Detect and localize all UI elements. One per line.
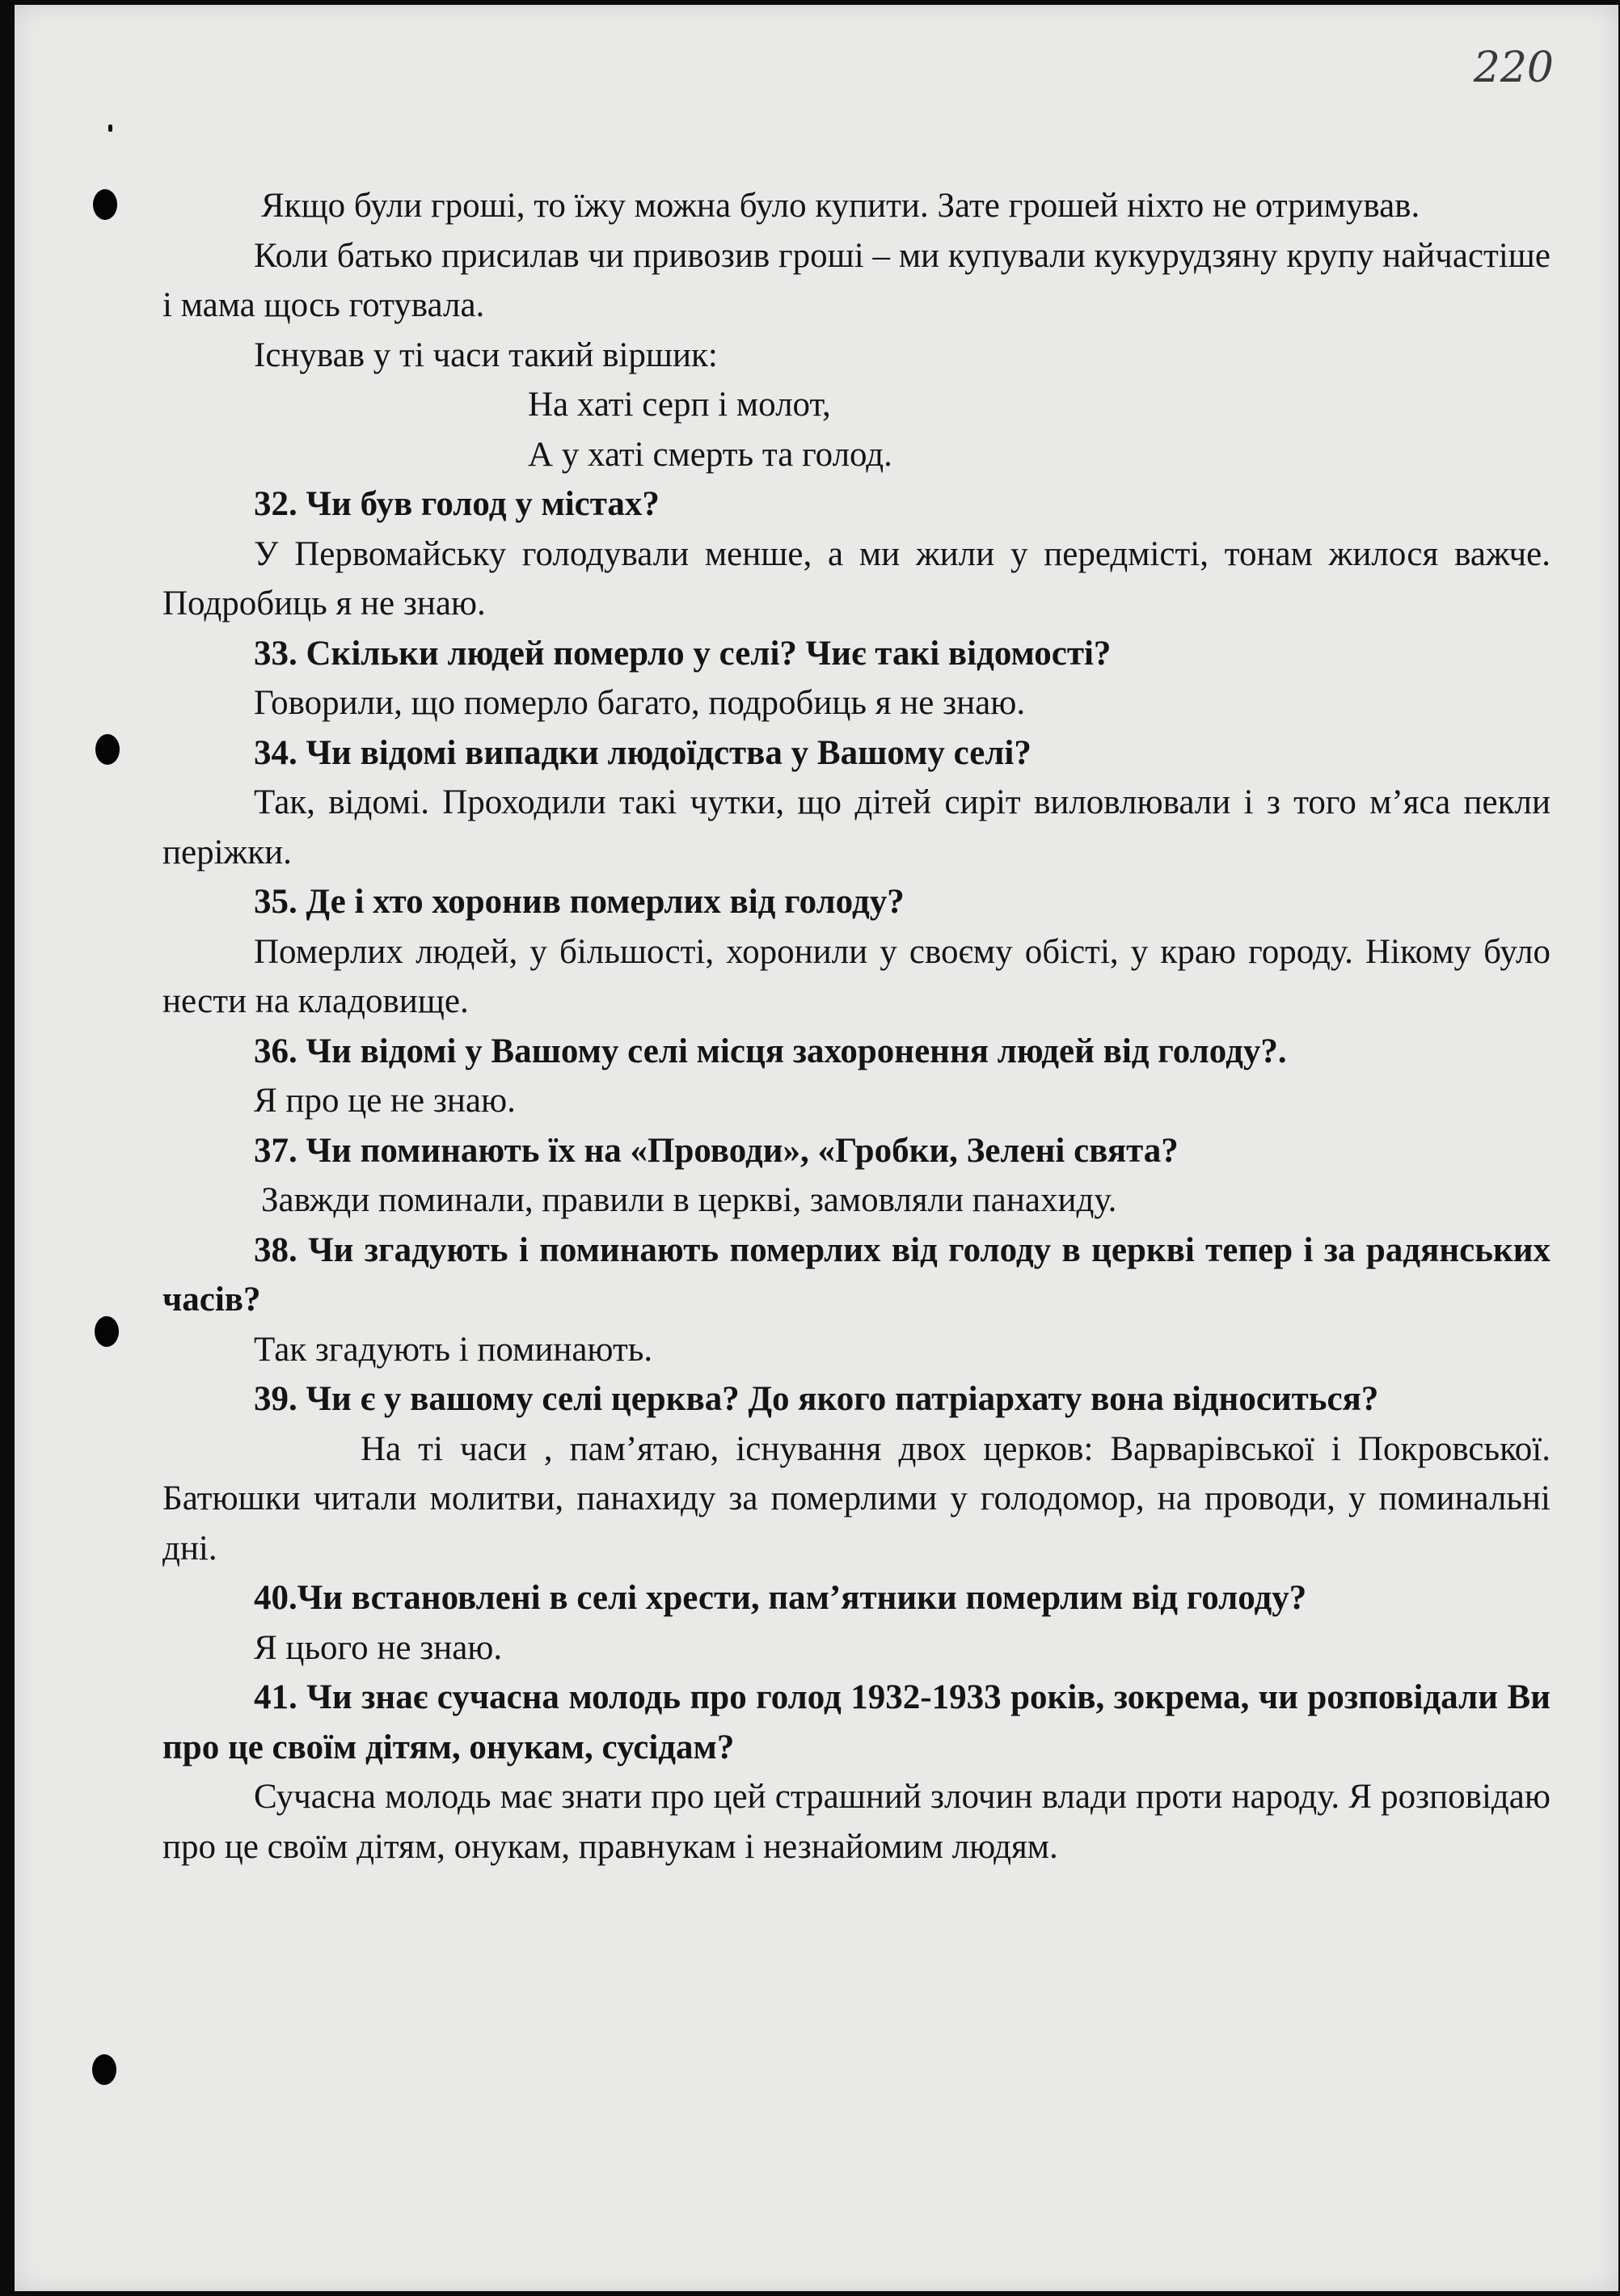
verse-line: А у хаті смерть та голод. xyxy=(528,435,892,474)
answer-text: Говорили, що померло багато, подробиць я не знаю. xyxy=(254,684,1026,722)
question-heading: 36. Чи відомі у Вашому селі місця захоронення людей від голоду?. xyxy=(254,1032,1287,1070)
answer-text: Сучасна молодь має знати про цей страшний злочин влади проти народу. Я розповідаю про це своїм дітям, онукам, правнукам і незнайомим людям. xyxy=(162,1778,1550,1866)
answer-text: У Первомайську голодували менше, а ми жили у передмісті, тонам жилося важче. Подробиць я не знаю. xyxy=(162,534,1550,623)
punch-hole xyxy=(95,1316,119,1347)
question-heading: 41. Чи знає сучасна молодь про голод 1932-1933 років, зокрема, чи розповідали Ви про це своїм дітям, онукам, сусідам? xyxy=(162,1678,1550,1766)
answer-text: Існував у ті часи такий віршик: xyxy=(254,336,718,374)
question-heading: 34. Чи відомі випадки людоїдства у Вашому селі? xyxy=(254,733,1031,772)
question-heading: 37. Чи поминають їх на «Проводи», «Гробки, Зелені свята? xyxy=(254,1131,1179,1170)
question-heading: 32. Чи був голод у містах? xyxy=(254,485,660,523)
question-heading: 40.Чи встановлені в селі хрести, пам’ятники померлим від голоду? xyxy=(254,1579,1307,1617)
page-number: 220 xyxy=(1473,44,1554,92)
question-heading: 33. Скільки людей померло у селі? Чиє такі відомості? xyxy=(254,634,1112,673)
answer-text: Так, відомі. Проходили такі чутки, що дітей сиріт виловлювали і з того м’яса пекли періжки. xyxy=(162,783,1550,872)
punch-hole xyxy=(93,189,117,220)
answer-text: Я цього не знаю. xyxy=(254,1628,503,1667)
answer-text: Коли батько присилав чи привозив гроші – ми купували кукурудзяну крупу найчастіше і мама щось готувала. xyxy=(162,236,1550,324)
answer-text: Завжди поминали, правили в церкві, замовляли панахиду. xyxy=(261,1181,1117,1219)
answer-text: Так згадують і поминають. xyxy=(254,1330,653,1369)
answer-text: На ті часи , пам’ятаю, існування двох церков: Варварівської і Покровської. Батюшки читали молитви, панахиду за померлими у голодомор, на проводи, у поминальні дні. xyxy=(162,1429,1550,1568)
answer-text: Якщо були гроші, то їжу можна було купити. Зате грошей ніхто не отримував. xyxy=(261,187,1420,225)
answer-text: Я про це не знаю. xyxy=(254,1082,516,1120)
verse-line: На хаті серп і молот, xyxy=(528,386,831,424)
question-heading: 35. Де і хто хоронив померлих від голоду? xyxy=(254,883,905,921)
question-heading: 39. Чи є у вашому селі церква? До якого патріархату вона відноситься? xyxy=(254,1380,1379,1418)
punch-hole xyxy=(92,2054,116,2085)
question-heading: 38. Чи згадують і поминають померлих від голоду в церкві тепер і за радянських часів? xyxy=(162,1230,1550,1319)
document-page xyxy=(15,5,1618,2291)
answer-text: Померлих людей, у більшості, хоронили у своєму обісті, у краю городу. Нікому було нести на кладовище. xyxy=(162,932,1550,1020)
document-body xyxy=(162,181,1550,1872)
punch-hole xyxy=(95,734,120,765)
paper-speck xyxy=(108,125,112,132)
